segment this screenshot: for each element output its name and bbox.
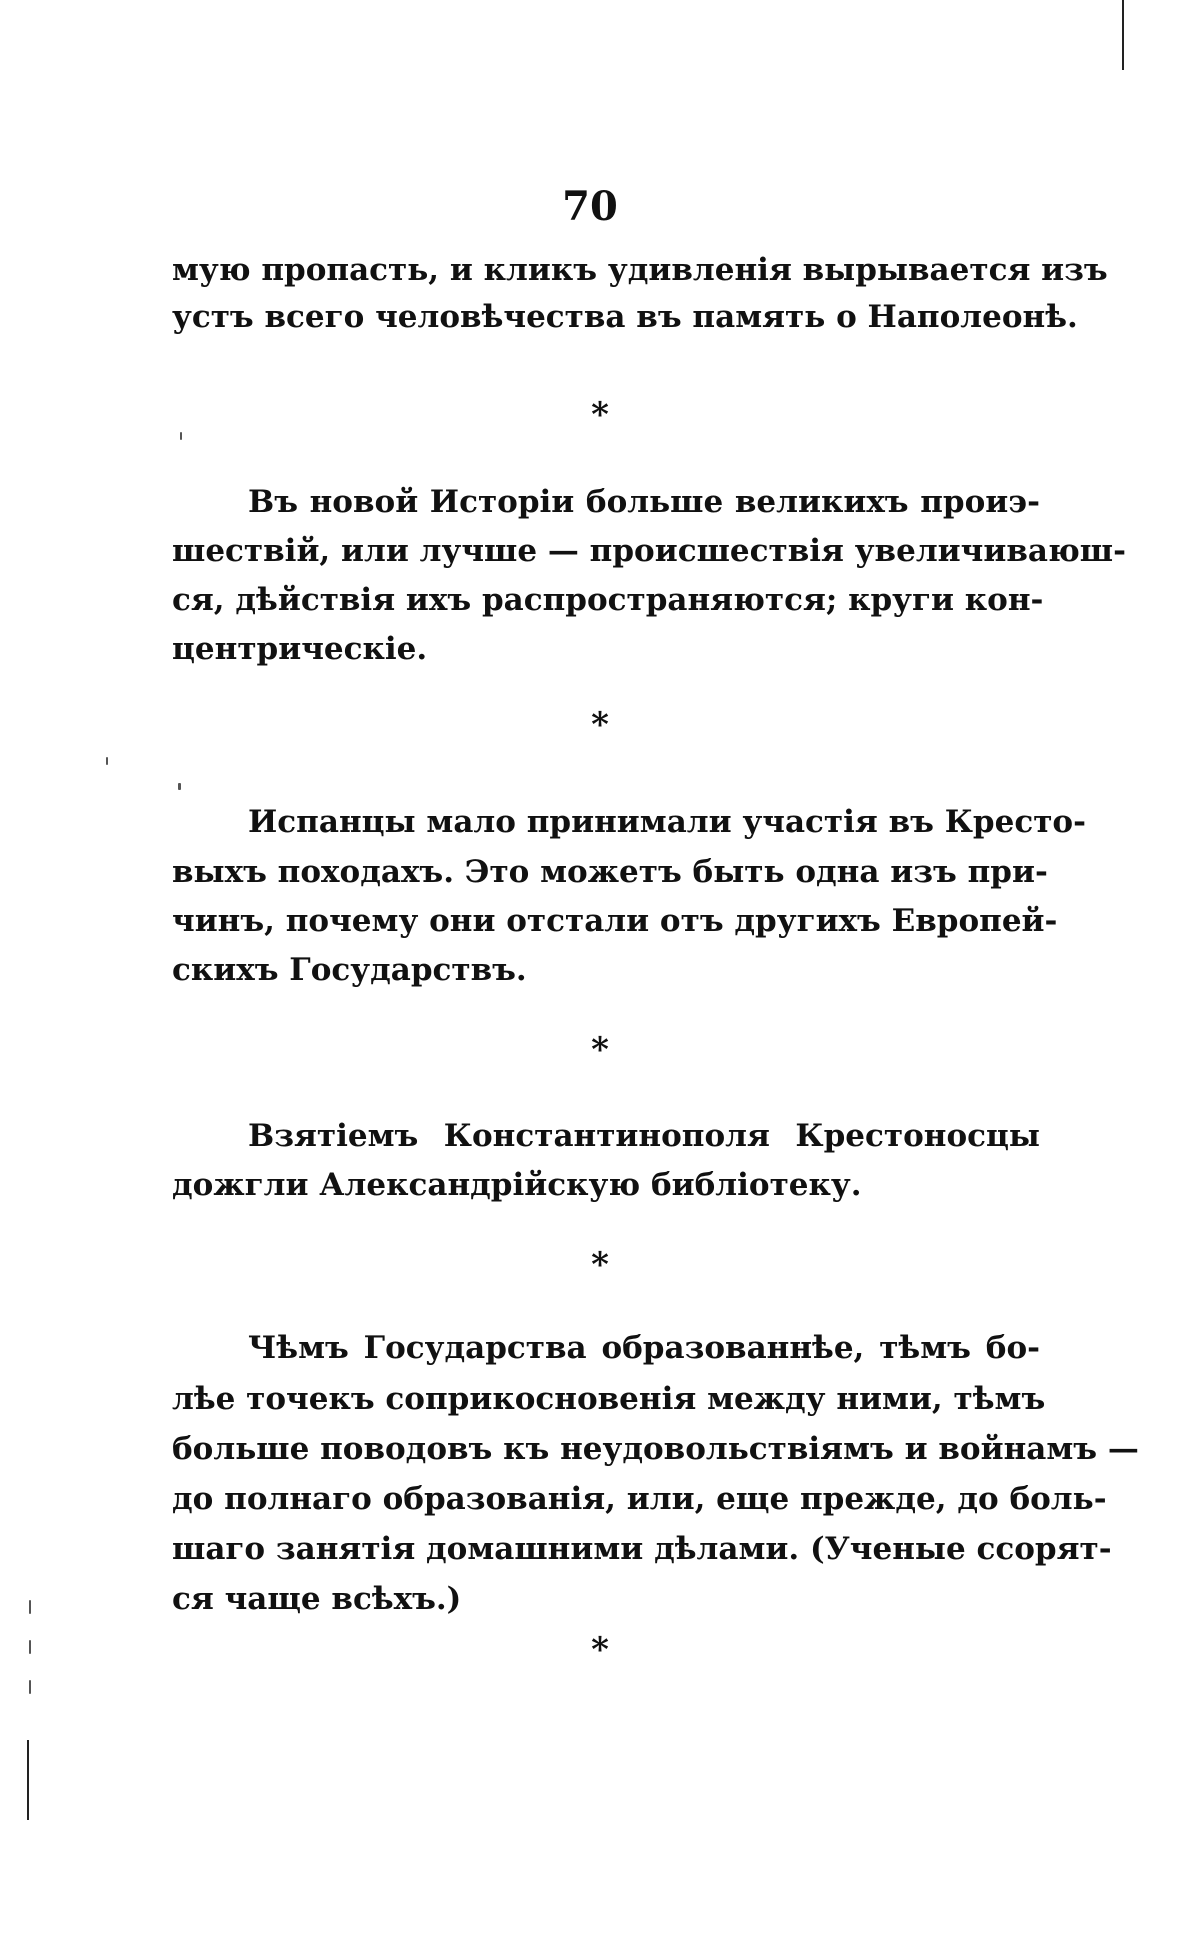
text-line: шествій, или лучше — происшествія увеличиваюш- — [172, 533, 1126, 569]
text-line: центрическіе. — [172, 631, 428, 667]
text-line: ся, дѣйствія ихъ распространяются; круги кон- — [172, 582, 1044, 618]
right-edge-line — [1122, 0, 1124, 70]
text-line: устъ всего человѣчества въ память о Наполеонѣ. — [172, 299, 1078, 335]
section-separator: * — [591, 1030, 609, 1070]
section-separator: * — [591, 1630, 609, 1670]
text-line: Взятіемъ Константинополя Крестоносцы — [248, 1118, 1040, 1154]
text-line: больше поводовъ къ неудовольствіямъ и войнамъ — — [172, 1431, 1139, 1467]
text-line: шаго занятія домашними дѣлами. (Ученые ссорят- — [172, 1531, 1112, 1567]
section-separator: * — [591, 395, 609, 435]
text-line: выхъ походахъ. Это можетъ быть одна изъ при- — [172, 854, 1048, 890]
text-line: Испанцы мало принимали участія въ Кресто- — [248, 804, 1086, 840]
speck — [29, 1600, 31, 1614]
text-line: скихъ Государствъ. — [172, 952, 527, 988]
text-line: лѣе точекъ соприкосновенія между ними, тѣмъ — [172, 1381, 1046, 1417]
left-edge-line — [27, 1740, 29, 1820]
text-line: до полнаго образованія, или, еще прежде, до боль- — [172, 1481, 1107, 1517]
text-line: мую пропасть, и кликъ удивленія вырывается изъ — [172, 252, 1108, 288]
speck — [178, 783, 181, 790]
text-line: дожгли Александрійскую библіотеку. — [172, 1167, 862, 1203]
text-line: чинъ, почему они отстали отъ другихъ Европей- — [172, 903, 1058, 939]
text-line: Чѣмъ Государства образованнѣе, тѣмъ бо- — [248, 1330, 1040, 1366]
speck — [106, 757, 108, 765]
text-line: ся чаще всѣхъ.) — [172, 1581, 462, 1617]
section-separator: * — [591, 705, 609, 745]
speck — [29, 1680, 31, 1694]
page-number: 70 — [562, 183, 618, 230]
text-line: Въ новой Исторіи больше великихъ проиэ- — [248, 484, 1040, 520]
section-separator: * — [591, 1245, 609, 1285]
